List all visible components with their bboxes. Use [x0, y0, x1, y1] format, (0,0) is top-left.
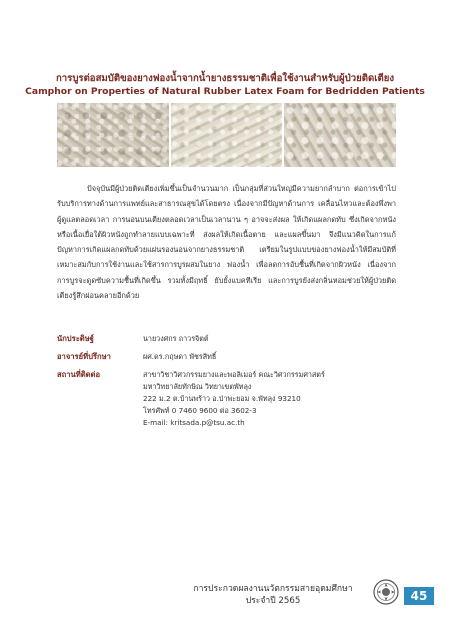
abstract-line: เคลื่อนไหวและต้องพึ่งพาผู้ดูแลตลอดเวลา การนอนบนเตียงตลอดเวลาเป็นเวลานาน ๆ อาจจะส่งผล	[57, 199, 396, 224]
contact-label: สถานที่ติดต่อ	[57, 370, 101, 379]
inventor-value: นายวงศกร ถาวรจิตต์	[143, 334, 209, 343]
abstract-line: ฟองน้ำ เพื่อลดการอับชื้นที่เกิดจากผิวหนัง เนื่องจากการบูรจะดูดซับความชื้นที่เกิดขึ้น รวมทั้งมีฤทธิ์	[57, 260, 396, 285]
foam-photo-1	[57, 103, 169, 167]
contact-university: มหาวิทยาลัยทักษิณ วิทยาเขตพัทลุง	[143, 382, 252, 391]
abstract-line: ปัจจุบันมีผู้ป่วยติดเตียงเพิ่มขึ้นเป็นจำนวนมาก เป็นกลุ่มที่ส่วนใหญ่มีความยากลำบาก	[87, 184, 350, 193]
foam-photo-2	[171, 103, 283, 167]
inventor-row	[57, 333, 402, 345]
title-english: Camphor on Properties of Natural Rubber Latex Foam for Bedridden Patients	[25, 86, 425, 97]
abstract-line: และแผลขึ้นมา จึงมีแนวคิดในการแก้ปัญหาการเกิดแผลกดทับด้วยแผ่นรองนอนจากยางธรรมชาติ	[57, 229, 396, 255]
abstract-line: ยับยั้งแบคทีเรีย และการบูรยังส่งกลิ่นหอมช่วยให้ผู้ป่วยติดเตียงรู้สึกผ่อนคลายอีกด้วย	[57, 275, 396, 301]
contact-row	[57, 369, 402, 429]
contact-address: 222 ม.2 ต.บ้านพร้าว อ.ป่าพะยอม จ.พัทลุง 93210	[143, 394, 301, 403]
contact-value	[143, 369, 402, 429]
info-block	[57, 333, 402, 435]
foam-texture-photos	[57, 103, 396, 167]
inventor-label: นักประดิษฐ์	[57, 334, 94, 343]
advisor-value: ผศ.ดร.กฤษดา พัชรสิทธิ์	[143, 352, 217, 361]
award-emblem-icon	[373, 579, 399, 605]
abstract-line: เตรียมในรูปแบบของยางฟองน้ำให้มีสมบัติที่เหมาะสมกับการใช้งานและใช้สารการบูรผสมในยาง	[57, 245, 396, 270]
advisor-label: อาจารย์ที่ปรึกษา	[57, 352, 111, 361]
abstract-line: ให้เกิดแผลกดทับ ซึ่งเกิดจากหนังหรือเนื้อเยื่อใต้ผิวหนังถูกทำลายแบบเฉพาะที่ ส่งผลให้เกิดเนื้อตาย	[57, 214, 396, 239]
advisor-row	[57, 351, 402, 363]
contact-department: สาขาวิชาวิศวกรรมยางและพอลิเมอร์ คณะวิศวกรรมศาสตร์	[143, 370, 325, 379]
footer-event-title: การประกวดผลงานนวัตกรรมสายอุดมศึกษา	[193, 584, 353, 594]
contact-email: E-mail: kritsada.p@tsu.ac.th	[143, 418, 245, 427]
foam-photo-3	[284, 103, 396, 167]
abstract-text	[57, 181, 396, 303]
page-number: 45	[404, 587, 434, 605]
footer-year: ประจำปี 2565	[245, 596, 301, 606]
title-thai: การบูรต่อสมบัติของยางฟองน้ำจากน้ำยางธรรมชาติเพื่อใช้งานสำหรับผู้ป่วยติดเตียง	[55, 73, 395, 84]
abstract-line: ต่อการเข้าไปรับบริการทางด้านการแพทย์และสาธารณสุขได้โดยตรง เนื่องจากมีปัญหาด้านการ	[57, 184, 396, 209]
contact-phone: โทรศัพท์ 0 7460 9600 ต่อ 3602-3	[143, 406, 257, 415]
